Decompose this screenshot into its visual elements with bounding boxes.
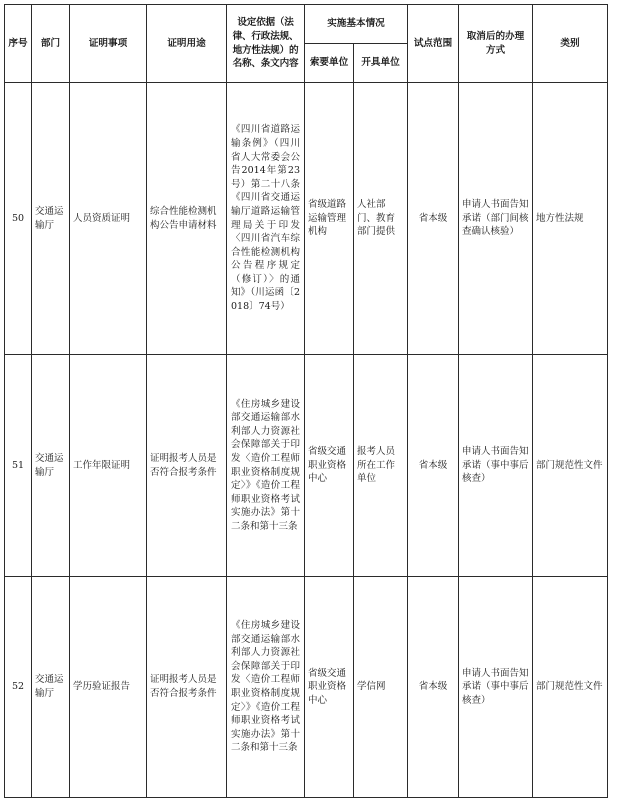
cell-scope: 省本级 xyxy=(408,577,459,798)
header-item: 证明事项 xyxy=(70,5,147,83)
cell-index: 52 xyxy=(5,577,32,798)
header-implementation: 实施基本情况 xyxy=(305,5,408,44)
header-index: 序号 xyxy=(5,5,32,83)
cell-purpose: 证明报考人员是否符合报考条件 xyxy=(147,577,227,798)
header-purpose: 证明用途 xyxy=(147,5,227,83)
cell-basis: 《四川省道路运输条例》（四川省人大常委会公告2014年第23号）第二十八条《四川省交通运输厅道路运输管理局关于印发〈四川省汽车综合性能检测机构公告程序规定（修订）〉的通知》（川运函〔2018〕74号） xyxy=(227,83,305,355)
table-row xyxy=(5,83,608,355)
cell-department: 交通运输厅 xyxy=(32,355,70,577)
table-header xyxy=(5,5,608,83)
cell-method: 申请人书面告知承诺（事中事后核查） xyxy=(459,355,533,577)
cell-department: 交通运输厅 xyxy=(32,83,70,355)
header-requesting-unit: 索要单位 xyxy=(305,44,354,83)
cell-scope: 省本级 xyxy=(408,355,459,577)
header-category: 类别 xyxy=(533,5,608,83)
cell-index: 50 xyxy=(5,83,32,355)
table-row xyxy=(5,577,608,798)
header-issuing-unit: 开具单位 xyxy=(354,44,408,83)
cell-scope: 省本级 xyxy=(408,83,459,355)
header-scope: 试点范围 xyxy=(408,5,459,83)
cell-issuing-unit: 学信网 xyxy=(354,577,408,798)
cell-item: 学历验证报告 xyxy=(70,577,147,798)
cell-purpose: 综合性能检测机构公告申请材料 xyxy=(147,83,227,355)
cell-item: 人员资质证明 xyxy=(70,83,147,355)
cell-issuing-unit: 人社部门、教育部门提供 xyxy=(354,83,408,355)
header-department: 部门 xyxy=(32,5,70,83)
cell-category: 部门规范性文件 xyxy=(533,577,608,798)
table-row xyxy=(5,355,608,577)
cell-purpose: 证明报考人员是否符合报考条件 xyxy=(147,355,227,577)
cell-requesting-unit: 省级道路运输管理机构 xyxy=(305,83,354,355)
header-basis: 设定依据（法律、行政法规、地方性法规）的名称、条文内容 xyxy=(227,5,305,83)
header-method: 取消后的办理方式 xyxy=(459,5,533,83)
cell-basis: 《住房城乡建设部交通运输部水利部人力资源社会保障部关于印发〈造价工程师职业资格制度规定〉》《造价工程师职业资格考试实施办法》第十二条和第十三条 xyxy=(227,577,305,798)
cell-method: 申请人书面告知承诺（事中事后核查） xyxy=(459,577,533,798)
cell-index: 51 xyxy=(5,355,32,577)
cell-category: 部门规范性文件 xyxy=(533,355,608,577)
certification-items-table xyxy=(4,4,608,798)
cell-method: 申请人书面告知承诺（部门间核查确认核验） xyxy=(459,83,533,355)
cell-requesting-unit: 省级交通职业资格中心 xyxy=(305,355,354,577)
cell-department: 交通运输厅 xyxy=(32,577,70,798)
cell-category: 地方性法规 xyxy=(533,83,608,355)
cell-basis: 《住房城乡建设部交通运输部水利部人力资源社会保障部关于印发〈造价工程师职业资格制度规定〉》《造价工程师职业资格考试实施办法》第十二条和第十三条 xyxy=(227,355,305,577)
cell-item: 工作年限证明 xyxy=(70,355,147,577)
cell-issuing-unit: 报考人员所在工作单位 xyxy=(354,355,408,577)
cell-requesting-unit: 省级交通职业资格中心 xyxy=(305,577,354,798)
